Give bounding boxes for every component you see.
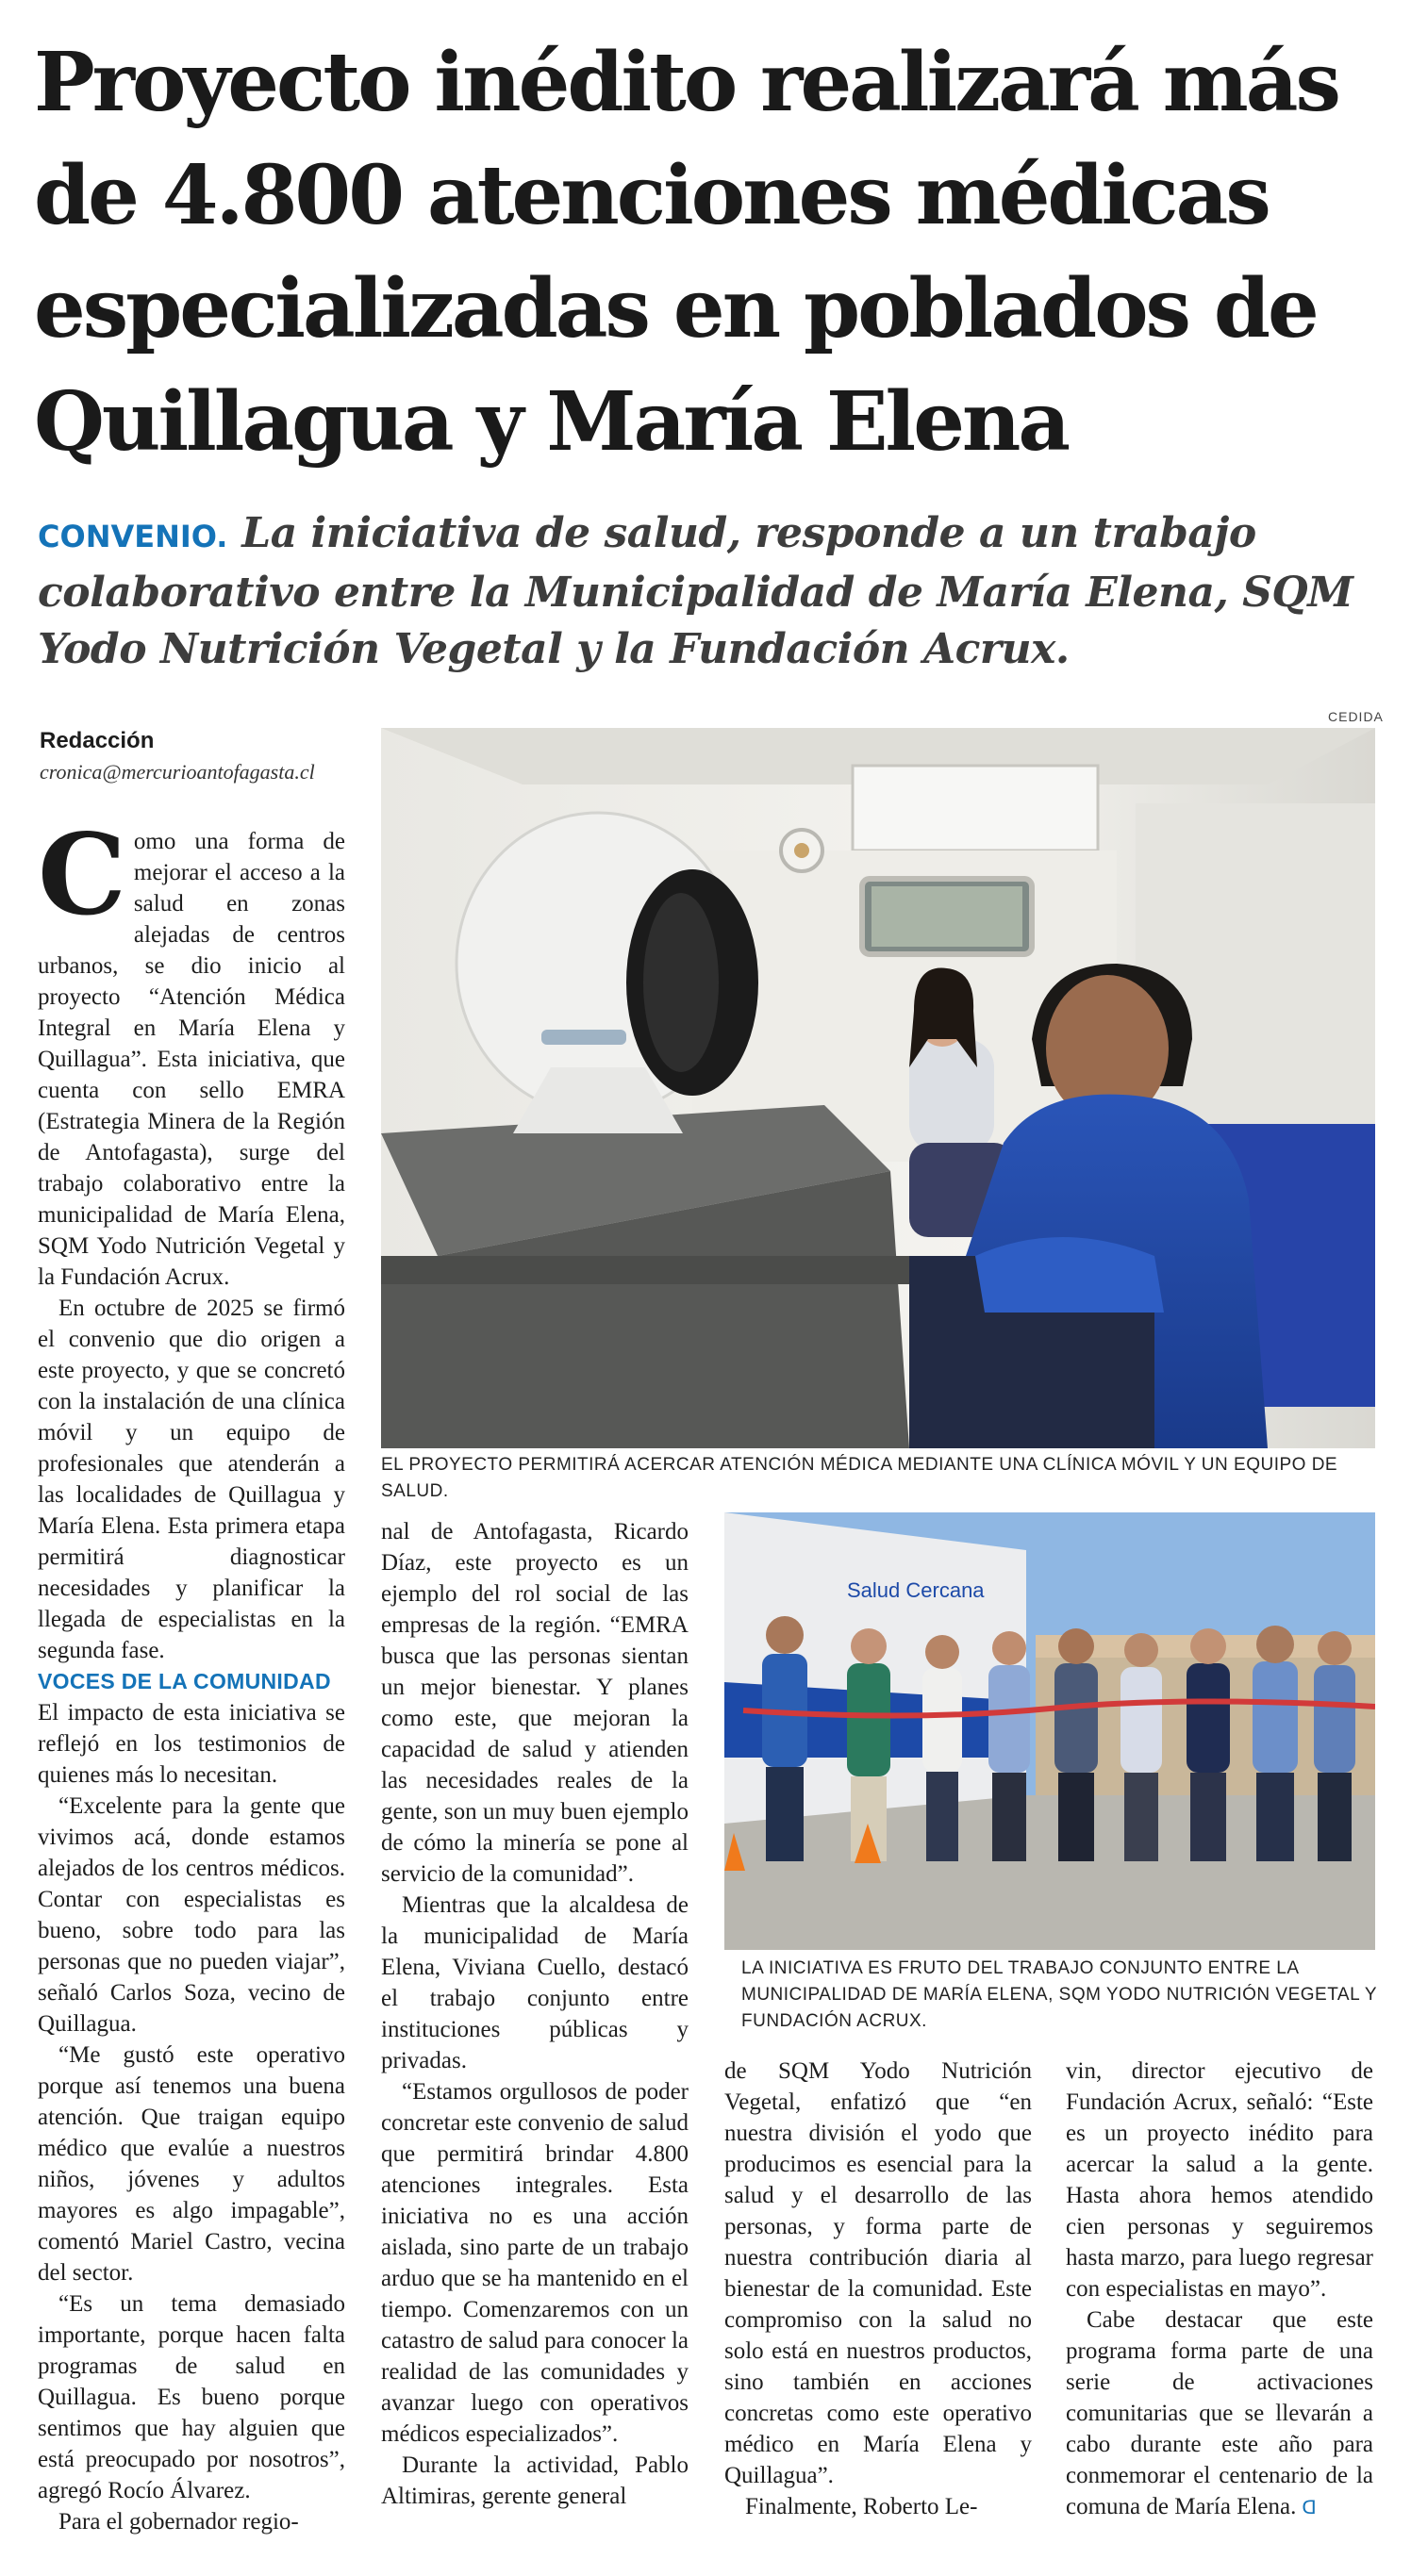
byline <box>40 728 360 784</box>
paragraph-1-text: omo una forma de mejorar el acceso a la salud en zonas alejadas de centros urbanos, se dio inicio al proyecto “Atención Médica Integral en María Elena y Quillagua”. Esta iniciativa, que cuenta con sello EMRA (Estrategia Minera de la Región de Antofagasta), surge del trabajo colaborativo entre la municipalidad de María Elena, SQM Yodo Nutrición Vegetal y la Fundación Acrux. <box>38 829 345 1290</box>
paragraph-12: de SQM Yodo Nutrición Vegetal, enfatizó que “en nuestra división el yodo que producimos es esencial para la salud y el desarrollo de las personas, y forma parte de nuestra contribución diaria al bienestar de la comunidad. Este compromiso con la salud no solo está en nuestros productos, sino también en acciones concretas como este operativo médico en María Elena y Quillagua”. <box>724 2058 1032 2488</box>
clinic-interior-illustration <box>381 728 1375 1448</box>
article-column-2 <box>381 1516 689 2512</box>
paragraph-7: Para el gobernador regio- <box>58 2509 299 2535</box>
paragraph-10: “Estamos orgullosos de poder concretar este convenio de salud que permitirá brindar 4.800 atenciones integrales. Esta iniciativa no es una acción aislada, sino parte de un trabajo arduo que se ha mantenido en el tiempo. Comenzaremos con un catastro de salud para conocer la realidad de las comunidades y avanzar luego con operativos médicos especializados”. <box>381 2079 689 2447</box>
ribbon-cutting-illustration <box>724 1512 1375 1950</box>
paragraph-3: El impacto de esta iniciativa se reflejó en los testimonios de quienes más lo necesitan. <box>38 1700 345 1788</box>
byline-name: Redacción <box>40 728 155 753</box>
truck-banner-text: Salud Cercana <box>847 1578 985 1602</box>
photo-caption-2: LA INICIATIVA ES FRUTO DEL TRABAJO CONJUNTO ENTRE LA MUNICIPALIDAD DE MARÍA ELENA, SQM YODO NUTRICIÓN VEGETAL Y FUNDACIÓN ACRUX. <box>741 1958 1377 2031</box>
article-column-1 <box>38 809 345 2537</box>
photo-clinic-interior <box>381 728 1375 1448</box>
paragraph-6: “Es un tema demasiado importante, porque hacen falta programas de salud en Quillagua. Es bueno porque sentimos que hay alguien que está preocupado por nosotros”, agregó Rocío Álvarez. <box>38 2291 345 2503</box>
paragraph-13: Finalmente, Roberto Le- <box>745 2494 978 2519</box>
paragraph-15 <box>1066 2304 1373 2523</box>
article-column-3 <box>724 2056 1032 2522</box>
paragraph-14: vin, director ejecutivo de Fundación Acrux, señaló: “Este es un proyecto inédito para acercar la salud a la gente. Hasta ahora hemos atendido cien personas y seguiremos hasta marzo, para luego regresar con especialistas en mayo”. <box>1066 2058 1373 2302</box>
byline-email[interactable]: cronica@mercurioantofagasta.cl <box>40 760 315 784</box>
photo-credit: CEDIDA <box>1328 709 1384 724</box>
photo-caption-1: EL PROYECTO PERMITIRÁ ACERCAR ATENCIÓN MÉDICA MEDIANTE UNA CLÍNICA MÓVIL Y UN EQUIPO DE SALUD. <box>381 1455 1338 1501</box>
article-column-4 <box>1066 2056 1373 2523</box>
paragraph-5: “Me gustó este operativo porque así tenemos una buena atención. Que traigan equipo médico que evalúe a nuestros niños, jóvenes y adultos mayores es algo impagable”, comentó Mariel Castro, vecina del sector. <box>38 2042 345 2286</box>
photo-ribbon-cutting <box>724 1512 1375 1950</box>
paragraph-9: Mientras que la alcaldesa de la municipalidad de María Elena, Viviana Cuello, destacó el trabajo conjunto entre instituciones públicas y privadas. <box>381 1892 689 2073</box>
end-mark-icon: ᗡ <box>1302 2496 1317 2518</box>
headline: Proyecto inédito realizará más de 4.800 atenciones médicas especializadas en poblados de Quillagua y María Elena <box>34 35 1338 470</box>
subhead-voces: VOCES DE LA COMUNIDAD <box>38 1669 331 1693</box>
lead-paragraph <box>38 505 1358 678</box>
paragraph-1 <box>38 809 345 1293</box>
paragraph-15-text: Cabe destacar que este programa forma parte de una serie de activaciones comunitarias que se llevarán a cabo durante este año para conmemorar el centenario de la comuna de María Elena. <box>1066 2307 1373 2519</box>
paragraph-11: Durante la actividad, Pablo Altimiras, gerente general <box>381 2452 689 2509</box>
drop-cap: C <box>38 809 126 940</box>
lead-kicker: CONVENIO. <box>38 519 228 554</box>
lead-text: La iniciativa de salud, responde a un trabajo colaborativo entre la Municipalidad de María Elena, SQM Yodo Nutrición Vegetal y la Fundación Acrux. <box>38 509 1353 673</box>
paragraph-4: “Excelente para la gente que vivimos acá, donde estamos alejados de los centros médicos. Contar con especialistas es bueno, sobre todo para las personas que no pueden viajar”, señaló Carlos Soza, vecino de Quillagua. <box>38 1793 345 2037</box>
paragraph-8: nal de Antofagasta, Ricardo Díaz, este proyecto es un ejemplo del rol social de las empresas de la región. “EMRA busca que las personas sientan un mejor bienestar. Y planes como este, que mejoran la capacidad de salud y atienden las necesidades reales de la gente, son un muy buen ejemplo de cómo la minería se pone al servicio de la comunidad”. <box>381 1519 689 1887</box>
paragraph-2: En octubre de 2025 se firmó el convenio que dio origen a este proyecto, y que se concretó con la instalación de una clínica móvil y un equipo de profesionales que atenderán a las localidades de Quillagua y María Elena. Esta primera etapa permitirá diagnosticar necesidades y planificar la llegada de especialistas en la segunda fase. <box>38 1296 345 1663</box>
